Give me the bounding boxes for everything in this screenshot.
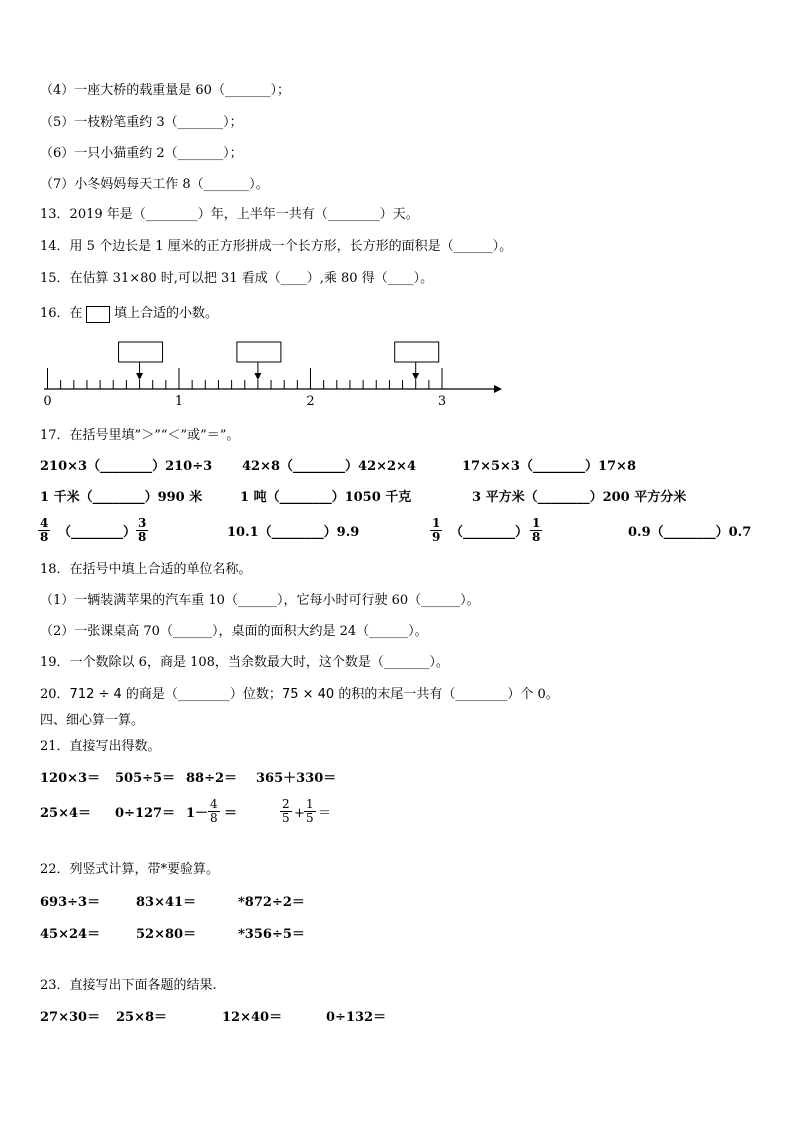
q21-r2-d-eq: ＝ [318,806,332,821]
q20: 20．712 ÷ 4 的商是（________）位数；75 × 40 的积的末尾一共有（________）个 0。 [40,687,559,702]
plus-sign: + [294,806,305,821]
fraction-4-8-calc: 4 8 [210,797,218,825]
number-line-arrowhead [494,385,502,393]
q23-r1-a: 27×30＝ [40,1010,101,1025]
number-line-labels [43,394,446,409]
number-line-label: 2 [306,394,315,409]
q21-r2-c-prefix: 1－ [186,806,209,821]
q17-r3-b: 10.1（________）9.9 [227,525,360,540]
q21-r1-d: 365＋330＝ [256,771,337,786]
q21-r2-c-eq: ＝ [224,806,238,821]
q16-prefix: 16．在 [40,306,83,321]
q12-item-7: （7）小冬妈妈每天工作 8（_______）。 [40,177,269,192]
q23-r1-c: 12×40＝ [222,1010,283,1025]
q22-r2-c: *356÷5＝ [238,927,305,942]
q18-title: 18．在括号中填上合适的单位名称。 [40,562,252,577]
q18-item-2: （2）一张课桌高 70（______），桌面的面积大约是 24（______）。 [40,624,428,639]
q23-r1-b: 25×8＝ [116,1010,168,1025]
q19: 19．一个数除以 6，商是 108，当余数最大时，这个数是（_______）。 [40,655,449,670]
pointer-arrow-icon [136,373,143,380]
q17-r3-d: 0.9（________）0.7 [628,525,752,540]
q18-item-1: （1）一辆装满苹果的汽车重 10（______），它每小时可行驶 60（______）。 [40,593,480,608]
q12-item-4: （4）一座大桥的载重量是 60（_______）； [40,83,290,98]
fraction-1-9: 1 9 [432,516,441,544]
fraction-1-5: 1 5 [306,797,314,825]
number-line-label: 0 [43,394,52,409]
number-line-label: 1 [174,394,184,409]
q17-r3-paren2: （________） [450,525,529,540]
q22-title: 22．列竖式计算，带*要验算。 [40,862,220,877]
q12-item-5: （5）一枝粉笔重约 3（_______）； [40,115,243,130]
fraction-4-8: 4 8 [40,516,49,544]
q14: 14．用 5 个边长是 1 厘米的正方形拼成一个长方形，长方形的面积是（______）。 [40,239,513,254]
answer-boxes [119,342,439,380]
q23-r1-d: 0÷132＝ [326,1010,387,1025]
q17-r2-a: 1 千米（________）990 米 [40,490,203,505]
q21-r1-b: 505÷5＝ [115,771,176,786]
q21-r2-a: 25×4＝ [40,806,92,821]
q17-r3-paren1: （________） [58,525,137,540]
answer-box [237,342,281,362]
answer-box [395,342,439,362]
section-4-title: 四、细心算一算。 [40,713,145,728]
q15: 15．在估算 31×80 时,可以把 31 看成（____）,乘 80 得（____）。 [40,271,434,286]
q22-r1-a: 693÷3＝ [40,895,101,910]
number-line-ticks [48,368,443,389]
q22-r2-a: 45×24＝ [40,927,101,942]
fraction-1-8: 1 8 [532,516,541,544]
number-line [0,330,794,415]
q21-title: 21．直接写出得数。 [40,739,161,754]
answer-box-sample [86,306,110,323]
q21-r1-c: 88÷2＝ [186,771,238,786]
fraction-2-5: 2 5 [282,797,290,825]
number-line-label: 3 [437,394,447,409]
q17-r2-b: 1 吨（________）1050 千克 [240,490,412,505]
q22-r1-b: 83×41＝ [136,895,197,910]
q23-title: 23．直接写出下面各题的结果. [40,978,217,993]
q12-item-6: （6）一只小猫重约 2（_______）； [40,146,243,161]
answer-box [119,342,163,362]
q16-suffix: 填上合适的小数。 [114,306,219,321]
q17-title: 17．在括号里填”＞”“＜”或”＝”。 [40,428,240,443]
pointer-arrow-icon [412,373,419,380]
q17-r1-c: 17×5×3（________）17×8 [462,459,636,474]
pointer-arrow-icon [254,373,261,380]
fraction-3-8: 3 8 [138,516,147,544]
q21-r2-b: 0÷127＝ [115,806,176,821]
q17-r2-c: 3 平方米（________）200 平方分米 [472,490,687,505]
q17-r1-b: 42×8（________）42×2×4 [242,459,416,474]
q22-r2-b: 52×80＝ [136,927,197,942]
q17-r1-a: 210×3（________）210÷3 [40,459,213,474]
q22-r1-c: *872÷2＝ [238,895,305,910]
q21-r1-a: 120×3＝ [40,771,101,786]
q13: 13．2019 年是（________）年，上半年一共有（________）天。 [40,207,419,222]
